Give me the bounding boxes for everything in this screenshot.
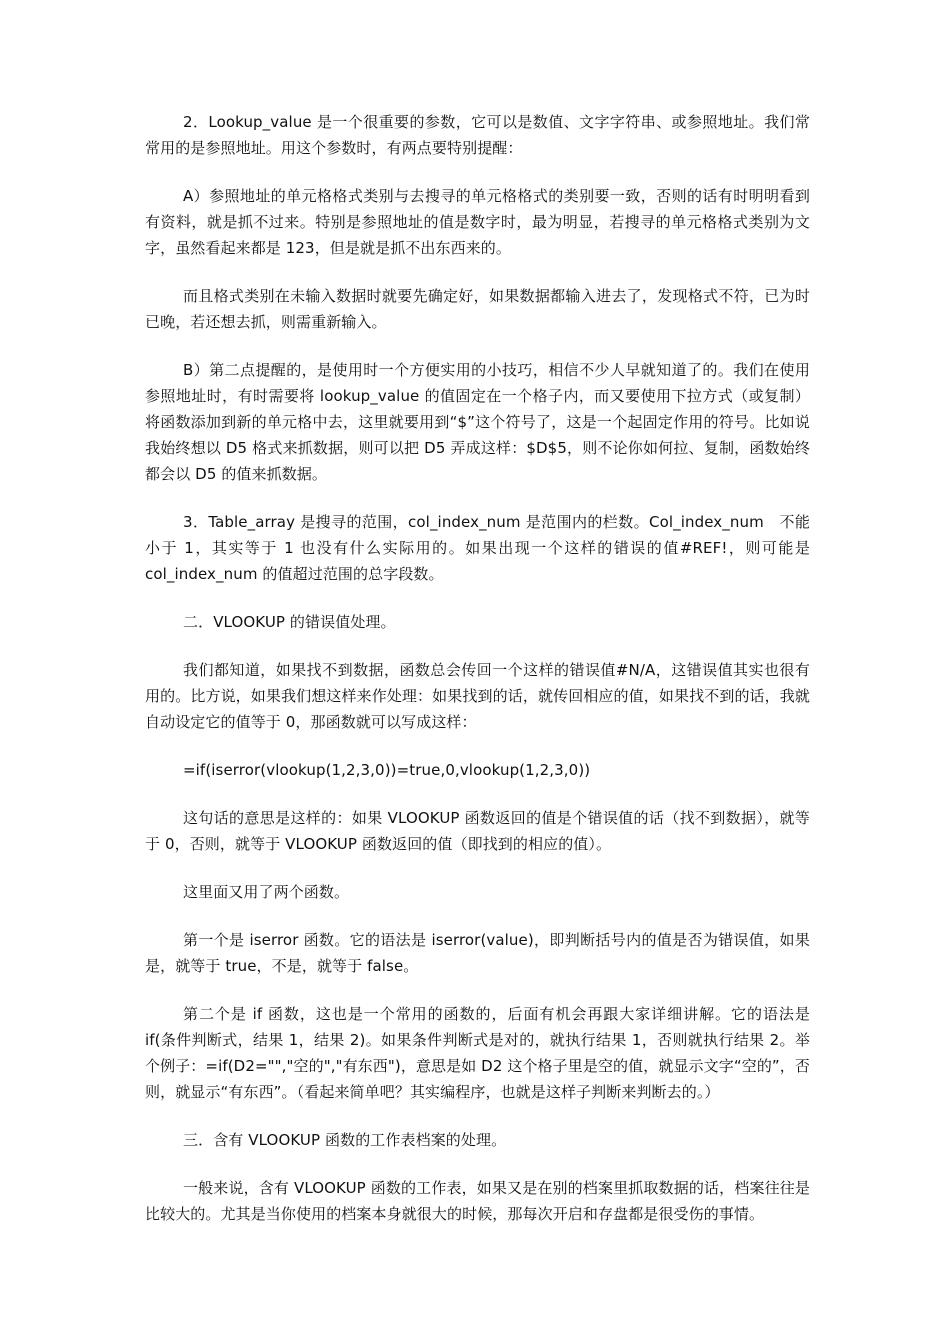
section-heading-error-handling: 二．VLOOKUP 的错误值处理。 [183,613,396,631]
paragraph-if-function: 第二个是 if 函数，这也是一个常用的函数的，后面有机会再跟大家详细讲解。它的语法是 if(条件判断式，结果 1，结果 2)。如果条件判断式是对的，就执行结果 1，否则就执行结果 2。举个例子：=if(D2="","空的","有东西")，意思是如 D2 这个格子里是空的值，就显示文字“空的”，否则，就显示“有东西”。（看起来简单吧？其实编程序，也就是这样子判断来判断去的。） [145,1005,810,1101]
paragraph-point-a: A）参照地址的单元格格式类别与去搜寻的单元格格式的类别要一致，否则的话有时明明看到有资料，就是抓不过来。特别是参照地址的值是数字时，最为明显，若搜寻的单元格格式类别为文字，虽然看起来都是 123，但是就是抓不出东西来的。 [145,187,810,257]
paragraph-file-size: 一般来说，含有 VLOOKUP 函数的工作表，如果又是在别的档案里抓取数据的话，档案往往是比较大的。尤其是当你使用的档案本身就很大的时候，那每次开启和存盘都是很受伤的事情。 [145,1179,810,1223]
paragraph-lookup-value: 2．Lookup_value 是一个很重要的参数，它可以是数值、文字字符串、或参照地址。我们常常用的是参照地址。用这个参数时，有两点要特别提醒： [145,113,810,157]
paragraph-two-functions: 这里面又用了两个函数。 [183,883,350,901]
section-heading-workbook-files: 三．含有 VLOOKUP 函数的工作表档案的处理。 [183,1131,507,1149]
paragraph-error-value: 我们都知道，如果找不到数据，函数总会传回一个这样的错误值#N/A，这错误值其实也很有用的。比方说，如果我们想这样来作处理：如果找到的话，就传回相应的值，如果找不到的话，我就自动设定它的值等于 0，那函数就可以写成这样： [145,661,810,731]
document-page [145,109,810,1249]
paragraph-point-b: B）第二点提醒的，是使用时一个方便实用的小技巧，相信不少人早就知道了的。我们在使用参照地址时，有时需要将 lookup_value 的值固定在一个格子内，而又要使用下拉方式（或复制）将函数添加到新的单元格中去，这里就要用到“$”这个符号了，这是一个起固定作用的符号。比如说我始终想以 D5 格式来抓数据，则可以把 D5 弄成这样：$D$5，则不论你如何拉、复制，函数始终都会以 D5 的值来抓数据。 [145,361,810,483]
paragraph-iserror: 第一个是 iserror 函数。它的语法是 iserror(value)，即判断括号内的值是否为错误值，如果是，就等于 true，不是，就等于 false。 [145,931,810,975]
paragraph-table-array: 3．Table_array 是搜寻的范围，col_index_num 是范围内的栏数。Col_index_num 不能小于 1，其实等于 1 也没有什么实际用的。如果出现一个这样的错误的值#REF!，则可能是 col_index_num 的值超过范围的总字段数。 [145,513,810,583]
paragraph-formula-meaning: 这句话的意思是这样的：如果 VLOOKUP 函数返回的值是个错误值的话（找不到数据），就等于 0，否则，就等于 VLOOKUP 函数返回的值（即找到的相应的值）。 [145,809,810,853]
formula-example: =if(iserror(vlookup(1,2,3,0))=true,0,vlookup(1,2,3,0)) [183,761,591,779]
paragraph-format-note: 而且格式类别在未输入数据时就要先确定好，如果数据都输入进去了，发现格式不符，已为时已晚，若还想去抓，则需重新输入。 [145,287,810,331]
